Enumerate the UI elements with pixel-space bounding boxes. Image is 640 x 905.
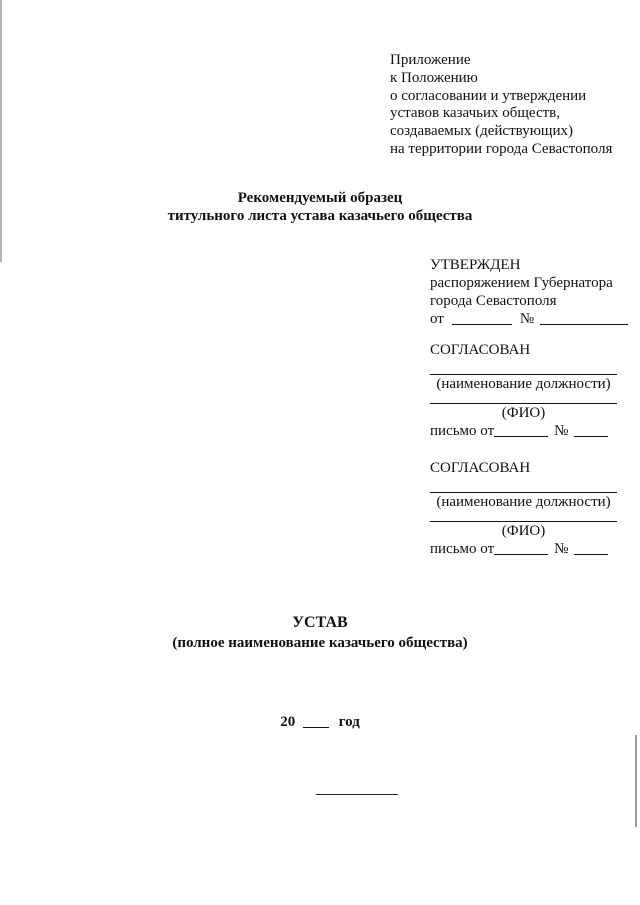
name-caption: (ФИО)	[501, 523, 546, 539]
agreed-block-1	[430, 341, 617, 440]
approved-from-label: от	[430, 311, 444, 327]
position-caption: (наименование должности)	[436, 494, 611, 510]
letter-row	[430, 422, 617, 440]
appendix-line: Приложение	[390, 52, 471, 68]
approved-title: УТВЕРЖДЕН	[430, 257, 521, 273]
approved-date-blank[interactable]	[452, 323, 512, 325]
letter-number-blank[interactable]	[574, 435, 608, 437]
scan-edge-right	[635, 735, 637, 827]
heading-line: титульного листа устава казачьего общества	[167, 208, 473, 224]
document-heading-2	[0, 208, 640, 225]
heading-line: Рекомендуемый образец	[237, 190, 403, 206]
name-caption: (ФИО)	[501, 405, 546, 421]
year-prefix: 20	[280, 714, 296, 730]
letter-date-blank[interactable]	[494, 435, 548, 437]
appendix-line: к Положению	[390, 69, 478, 86]
appendix-line: уставов казачьих обществ,	[390, 105, 560, 122]
document-heading	[0, 190, 640, 207]
letter-label: письмо от	[430, 541, 495, 557]
bottom-rule	[316, 794, 398, 795]
approved-number-blank[interactable]	[540, 323, 628, 325]
year-blank[interactable]	[303, 726, 329, 728]
charter-title: УСТАВ	[292, 614, 348, 631]
letter-number-blank[interactable]	[574, 553, 608, 555]
appendix-line: о согласовании и утверждении	[390, 87, 587, 104]
appendix-line: создаваемых (действующих)	[390, 123, 573, 140]
letter-number-label: №	[554, 423, 569, 439]
appendix-line: на территории города Севастополя	[390, 140, 613, 157]
agreed-title: СОГЛАСОВАН	[430, 460, 531, 476]
year-suffix: год	[338, 714, 360, 730]
charter-subtitle: (полное наименование казачьего общества)	[172, 635, 468, 651]
letter-date-blank[interactable]	[494, 553, 548, 555]
letter-label: письмо от	[430, 423, 495, 439]
approved-date-row	[430, 310, 628, 328]
position-caption: (наименование должности)	[436, 376, 611, 392]
approved-line: города Севастополя	[430, 293, 557, 309]
approved-block	[430, 256, 628, 328]
appendix-header	[390, 52, 612, 159]
agreed-block-2	[430, 459, 617, 558]
agreed-title: СОГЛАСОВАН	[430, 342, 531, 358]
letter-number-label: №	[554, 541, 569, 557]
approved-line: распоряжением Губернатора	[430, 275, 613, 291]
year-line	[0, 714, 640, 731]
letter-row	[430, 540, 617, 558]
approved-number-label: №	[519, 311, 535, 327]
